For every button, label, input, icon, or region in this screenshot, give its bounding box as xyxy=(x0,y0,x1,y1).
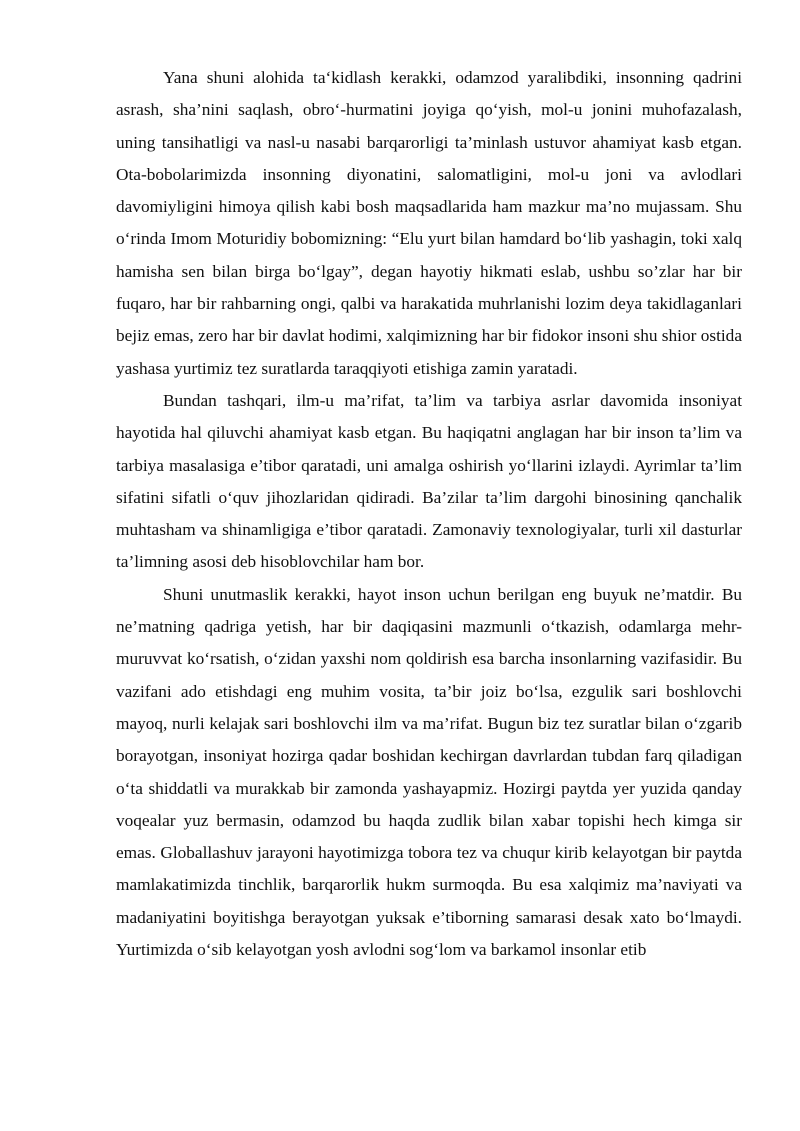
paragraph-3: Shuni unutmaslik kerakki, hayot inson uchun berilgan eng buyuk ne’matdir. Bu ne’matning qadriga yetish, har bir daqiqasini mazmunli o‘tkazish, odamlarga mehr-muruvvat ko‘rsatish, o‘zidan yaxshi nom qoldirish esa barcha insonlarning vazifasidir. Bu vazifani ado etishdagi eng muhim vosita, ta’bir joiz bo‘lsa, ezgulik sari boshlovchi mayoq, nurli kelajak sari boshlovchi ilm va ma’rifat. Bugun biz tez suratlar bilan o‘zgarib borayotgan, insoniyat hozirga qadar boshidan kechirgan davrlardan tubdan farq qiladigan o‘ta shiddatli va murakkab bir zamonda yashayapmiz. Hozirgi paytda yer yuzida qanday voqealar yuz bermasin, odamzod bu haqda zudlik bilan xabar topishi hech kimga sir emas. Globallashuv jarayoni hayotimizga tobora tez va chuqur kirib kelayotgan bir paytda mamlakatimizda tinchlik, barqarorlik hukm surmoqda. Bu esa xalqimiz ma’naviyati va madaniyatini boyitishga berayotgan yuksak e’tiborning samarasi desak xato bo‘lmaydi. Yurtimizda o‘sib kelayotgan yosh avlodni sog‘lom va barkamol insonlar etib xyxy=(116,584,742,960)
paragraph-2: Bundan tashqari, ilm-u ma’rifat, ta’lim va tarbiya asrlar davomida insoniyat hayotida hal qiluvchi ahamiyat kasb etgan. Bu haqiqatni anglagan har bir inson ta’lim va tarbiya masalasiga e’tibor qaratadi, uni amalga oshirish yo‘llarini izlaydi. Ayrimlar ta’lim sifatini sifatli o‘quv jihozlaridan qidiradi. Ba’zilar ta’lim dargohi binosining qanchalik muhtasham va shinamligiga e’tibor qaratadi. Zamonaviy texnologiyalar, turli xil dasturlar ta’limning asosi deb hisoblovchilar ham bor. xyxy=(116,390,742,572)
document-page xyxy=(116,62,742,966)
paragraph-1: Yana shuni alohida ta‘kidlash kerakki, odamzod yaralibdiki, insonning qadrini asrash, sha’nini saqlash, obro‘-hurmatini joyiga qo‘yish, mol-u jonini muhofazalash, uning tansihatligi va nasl-u nasabi barqarorligi ta’minlash ustuvor ahamiyat kasb etgan. Ota-bobolarimizda insonning diyonatini, salomatligini, mol-u joni va avlodlari davomiyligini himoya qilish kabi bosh maqsadlarida ham mazkur ma’no mujassam. Shu o‘rinda Imom Moturidiy bobomizning: “Elu yurt bilan hamdard bo‘lib yashagin, toki xalq hamisha sen bilan birga bo‘lgay”, degan hayotiy hikmati eslab, ushbu so’zlar har bir fuqaro, har bir rahbarning ongi, qalbi va harakatida muhrlanishi lozim deya takidlaganlari bejiz emas, zero har bir davlat hodimi, xalqimizning har bir fidokor insoni shu shior ostida yashasa yurtimiz tez suratlarda taraqqiyoti etishiga zamin yaratadi. xyxy=(116,68,742,378)
